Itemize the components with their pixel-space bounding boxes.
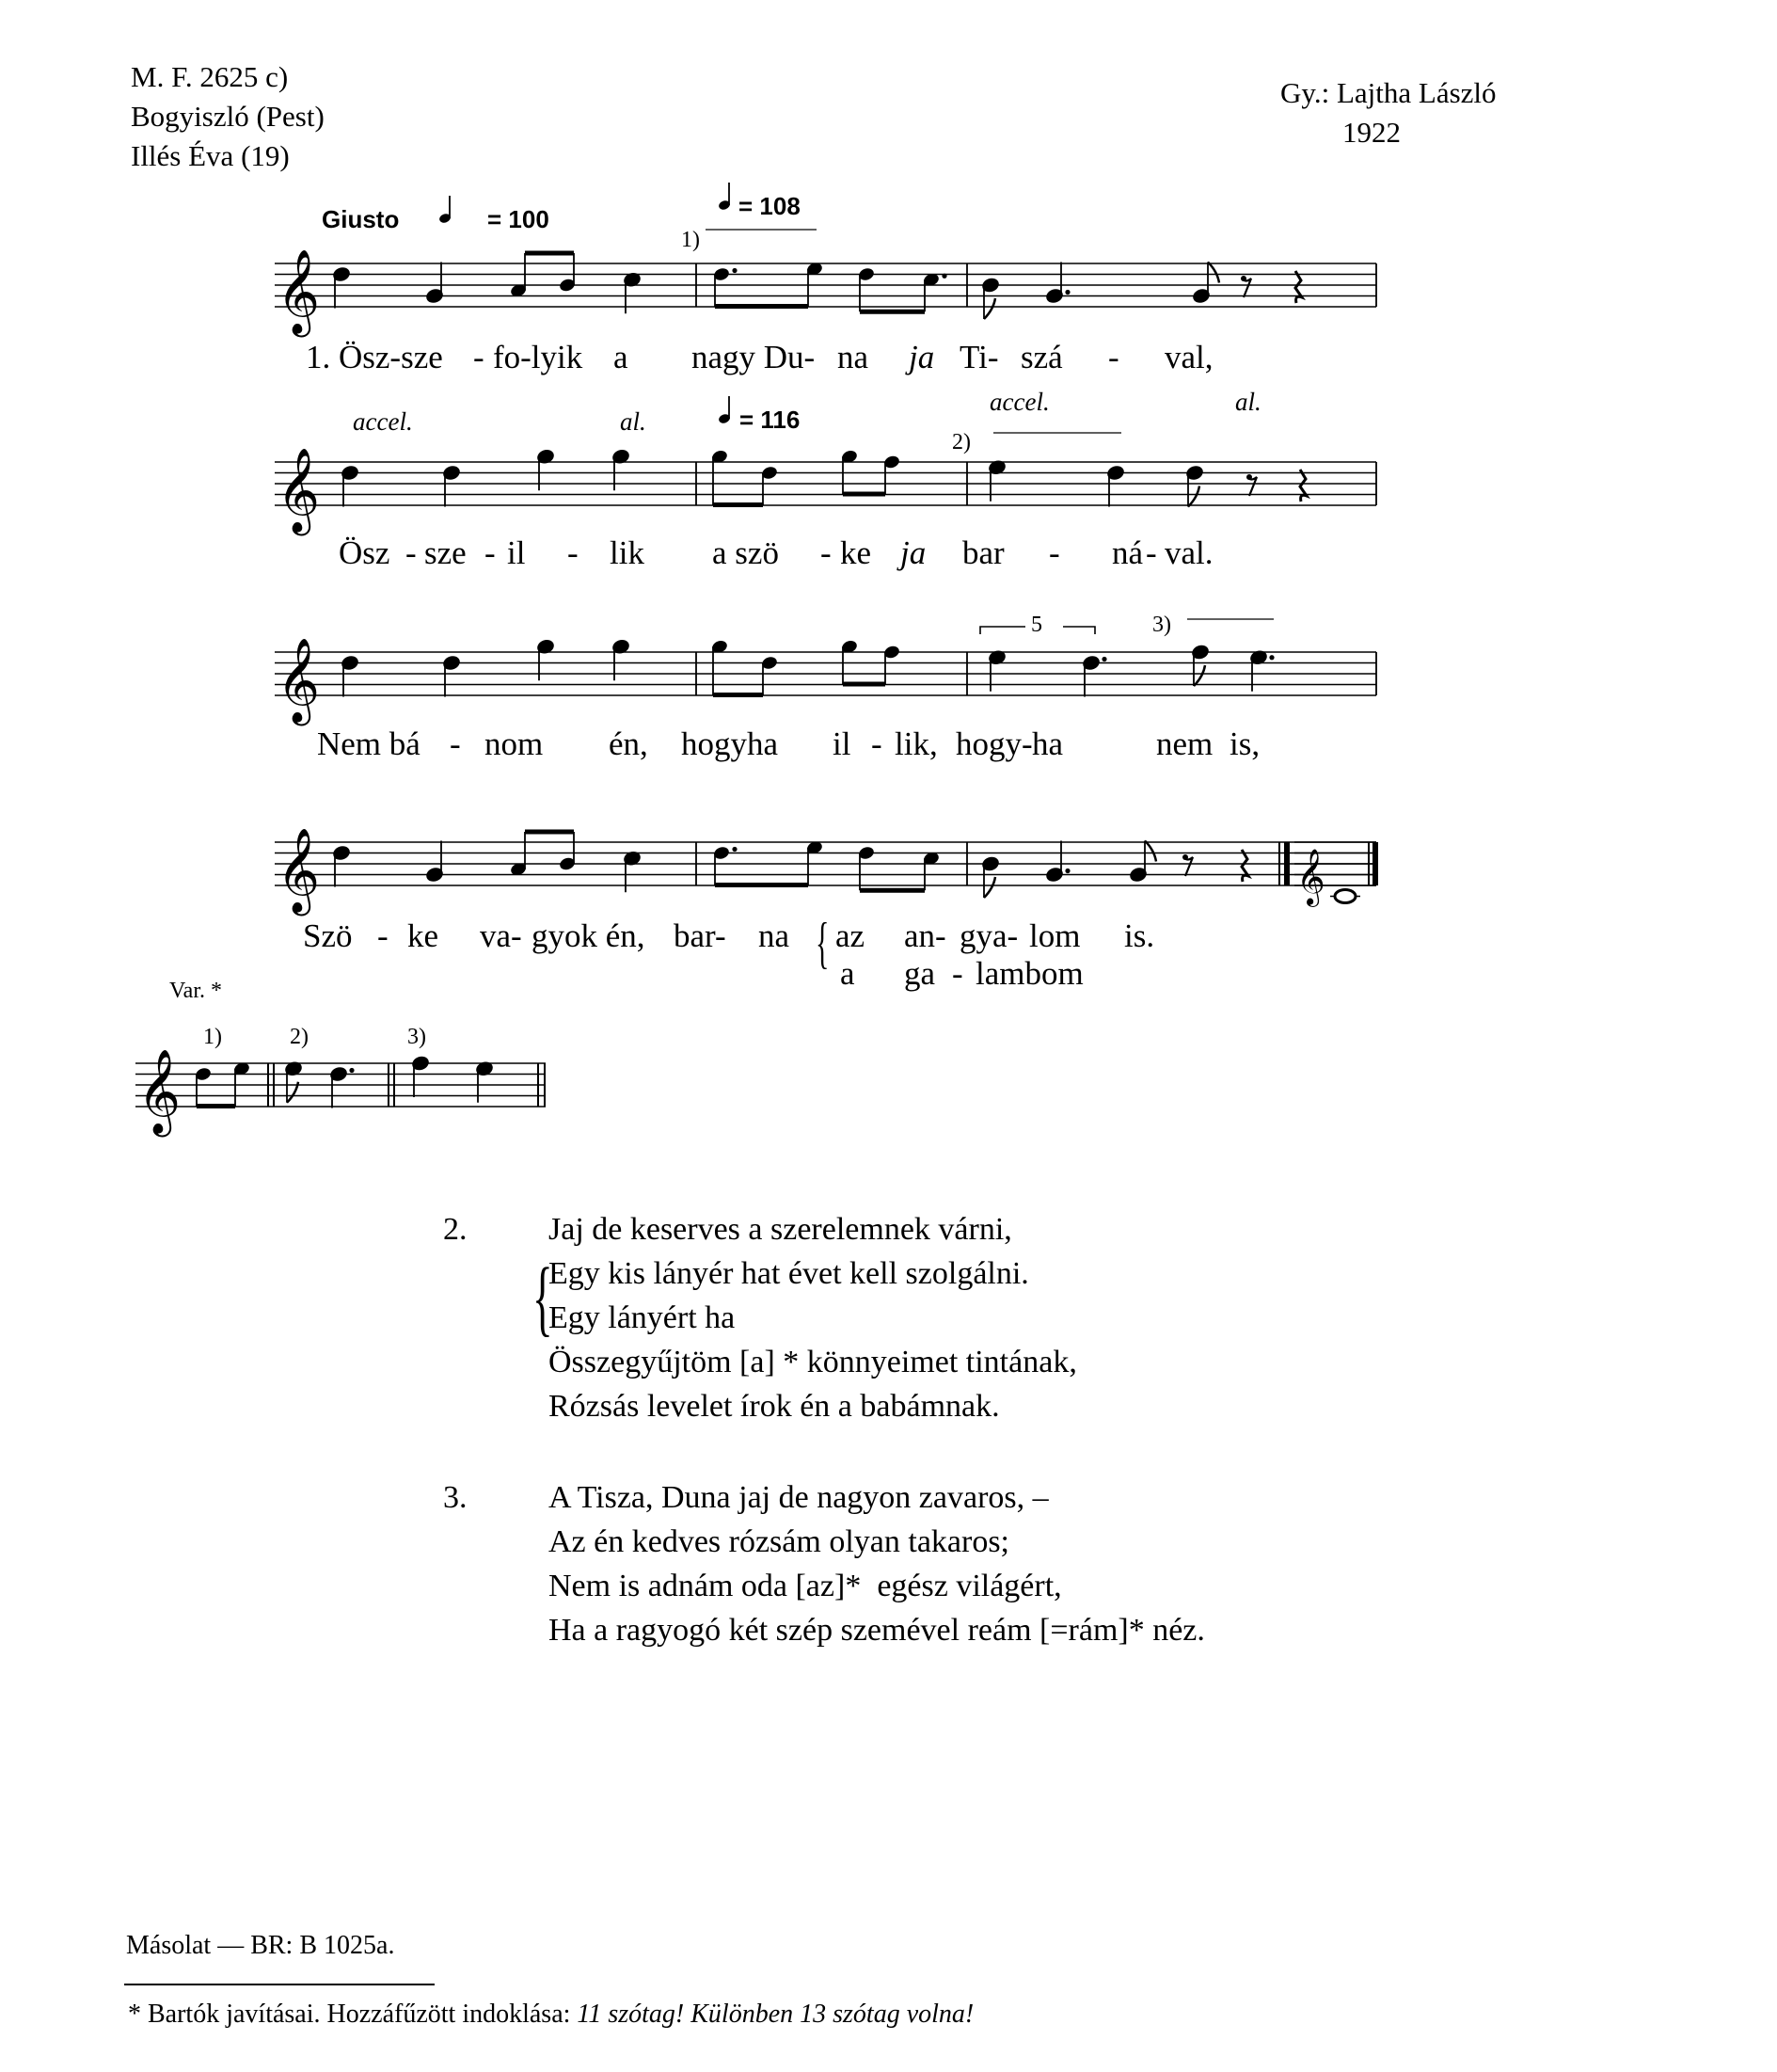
footnote-mark-3: 3) <box>1152 613 1171 637</box>
footnote-mark-1: 1) <box>681 228 700 252</box>
note-flag <box>1194 665 1205 686</box>
verse-line: Az én kedves rózsám olyan takaros; <box>548 1524 1009 1559</box>
note-dot <box>1269 655 1274 660</box>
lyric-syllable: na <box>837 339 869 375</box>
note-flag <box>984 298 995 319</box>
verse-line: Egy kis lányér hat évet kell szolgálni. <box>548 1256 1029 1291</box>
source-reference: Másolat — BR: B 1025a. <box>126 1931 395 1960</box>
lyric-syllable: bar <box>962 534 1005 571</box>
lyric-syllable: gya- <box>960 917 1019 954</box>
eighth-rest-icon <box>1241 276 1246 281</box>
lyric-hyphen: - <box>473 339 484 375</box>
treble-clef-icon: 𝄞 <box>277 249 321 334</box>
treble-clef-icon: 𝄞 <box>277 448 321 533</box>
lyric-syllable: an- <box>904 917 946 954</box>
lyric-syllable: na <box>758 917 790 954</box>
footnote-divider <box>124 1984 435 1985</box>
lyric-hyphen: - <box>377 917 389 954</box>
lyric-syllable: Nem bá <box>317 725 420 762</box>
note-dot <box>732 268 737 273</box>
verse-line: A Tisza, Duna jaj de nagyon zavaros, – <box>548 1480 1049 1515</box>
lyric-syllable: a szö <box>712 534 779 571</box>
note-dot <box>732 847 737 852</box>
verse-line: Ha a ragyogó két szép szemével reám [=rám]* néz. <box>548 1613 1205 1648</box>
verse-line: Nem is adnám oda [az]* egész világért, <box>548 1569 1062 1603</box>
tuplet-5: 5 <box>1031 613 1042 637</box>
collection-place: Bogyiszló (Pest) <box>131 100 325 133</box>
lyric-hyphen: - <box>952 955 963 992</box>
note-flag <box>1145 841 1156 862</box>
lyric-syllable: Szö <box>303 917 353 954</box>
lyric-syllable: lik <box>610 534 644 571</box>
lyric-syllable: bar- <box>674 917 726 954</box>
lyric-syllable: il <box>833 725 851 762</box>
lyric-syllable: szá <box>1021 339 1063 375</box>
collector-name: Gy.: Lajtha László <box>1280 76 1497 109</box>
catalog-number: M. F. 2625 c) <box>131 60 289 93</box>
lyric-syllable: lom <box>1029 917 1081 954</box>
treble-clef-icon: 𝄞 <box>277 828 321 913</box>
tempo-116: = 116 <box>739 406 801 434</box>
variant-1-mark: 1) <box>203 1025 222 1049</box>
tempo-giusto: Giusto <box>322 205 400 233</box>
lyric-hyphen: - <box>405 534 417 571</box>
whole-note <box>1335 890 1356 903</box>
lyric-syllable: is. <box>1124 917 1155 954</box>
tempo-108: = 108 <box>738 192 801 220</box>
lyric-syllable: ja <box>900 534 927 571</box>
lyric-syllable: ke <box>407 917 439 954</box>
lyric-alt-syllable: lambom <box>976 955 1084 992</box>
lyric-syllable: én, <box>609 725 648 762</box>
lyric-hyphen: - <box>1049 534 1060 571</box>
note-flag <box>1208 263 1219 283</box>
accel-mark: accel. <box>353 407 413 436</box>
footnote-italic-text: 11 szótag! Különben 13 szótag volna! <box>577 2000 975 2029</box>
lyric-syllable: sze <box>424 534 467 571</box>
footnote-mark-2: 2) <box>952 430 971 454</box>
verse-line: Rózsás levelet írok én a babámnak. <box>548 1389 1000 1424</box>
verse-brace: { <box>532 1251 553 1345</box>
collection-year: 1922 <box>1342 116 1401 149</box>
note-dot <box>1102 657 1106 661</box>
lyric-syllable: gyok én, <box>532 917 645 954</box>
lyric-hyphen: - <box>820 534 832 571</box>
lyric-syllable: va- <box>480 917 522 954</box>
note-dot <box>942 274 946 279</box>
lyric-syllable: ja <box>909 339 935 375</box>
treble-clef-icon: 𝄞 <box>277 638 321 723</box>
lyric-syllable: val. <box>1165 534 1214 571</box>
note-dot <box>1065 290 1070 295</box>
lyric-syllable: hogyha <box>681 725 779 762</box>
lyric-hyphen: - <box>871 725 882 762</box>
eighth-rest-icon <box>1242 279 1251 297</box>
lyric-alt-syllable: ga <box>904 955 936 992</box>
eighth-rest-icon <box>1183 857 1193 876</box>
lyric-hyphen: - <box>450 725 461 762</box>
treble-clef-icon: 𝄞 <box>1296 849 1325 905</box>
eighth-rest-icon <box>1247 477 1257 496</box>
lyric-syllable: Ti- <box>960 339 999 375</box>
variant-3-mark: 3) <box>407 1025 426 1049</box>
lyric-hyphen: - <box>1146 534 1157 571</box>
lyric-syllable: az <box>835 917 865 954</box>
lyric-syllable: nom <box>484 725 544 762</box>
eighth-rest-icon <box>1182 854 1188 860</box>
lyric-syllable: a <box>613 339 628 375</box>
lyric-syllable: hogy- <box>956 725 1033 762</box>
lyric-syllable: il <box>507 534 526 571</box>
lyric-syllable: Ösz <box>339 534 390 571</box>
lyric-hyphen: - <box>1108 339 1119 375</box>
eighth-rest-icon <box>1246 474 1252 480</box>
alt-lyric-brace: { <box>816 912 830 974</box>
quarter-rest-icon <box>1242 850 1248 882</box>
al-mark: al. <box>620 407 646 436</box>
footnote <box>128 2001 974 2028</box>
lyric-hyphen: - <box>484 534 496 571</box>
variant-2-mark: 2) <box>290 1025 309 1049</box>
lyric-syllable: nagy Du- <box>691 339 816 375</box>
verse-line: Összegyűjtöm [a] * könnyeimet tintának, <box>548 1345 1077 1379</box>
lyric-syllable: 1. Ösz-sze <box>306 339 443 375</box>
footnote-text: * Bartók javításai. Hozzáfűzött indoklása: <box>128 2000 578 2029</box>
treble-clef-icon: 𝄞 <box>137 1049 182 1134</box>
note-flag <box>1188 486 1199 507</box>
variants-label: Var. * <box>169 979 222 1003</box>
lyric-syllable: ná <box>1112 534 1144 571</box>
accel-mark-2: accel. <box>990 388 1050 416</box>
lyric-hyphen: - <box>567 534 579 571</box>
quarter-rest-icon <box>1300 470 1307 502</box>
al-mark-2: al. <box>1235 388 1261 416</box>
lyric-syllable: nem <box>1156 725 1214 762</box>
note-dot <box>349 1068 354 1073</box>
tempo-100: = 100 <box>487 205 549 233</box>
lyric-syllable: is, <box>1230 725 1261 762</box>
lyric-syllable: ke <box>840 534 872 571</box>
lyric-syllable: val, <box>1165 339 1214 375</box>
lyric-alt-syllable: a <box>840 955 855 992</box>
note-flag <box>984 877 995 898</box>
verse-line: Egy lányért ha <box>548 1300 736 1335</box>
lyric-syllable: ha <box>1032 725 1064 762</box>
verse-number: 2. <box>443 1212 468 1247</box>
lyric-syllable: lik, <box>895 725 938 762</box>
quarter-rest-icon <box>1295 271 1302 303</box>
note-dot <box>1065 869 1070 873</box>
verse-line: Jaj de keserves a szerelemnek várni, <box>548 1212 1012 1247</box>
lyric-syllable: fo-lyik <box>493 339 583 375</box>
verse-number: 3. <box>443 1480 468 1515</box>
singer-name: Illés Éva (19) <box>131 139 290 172</box>
